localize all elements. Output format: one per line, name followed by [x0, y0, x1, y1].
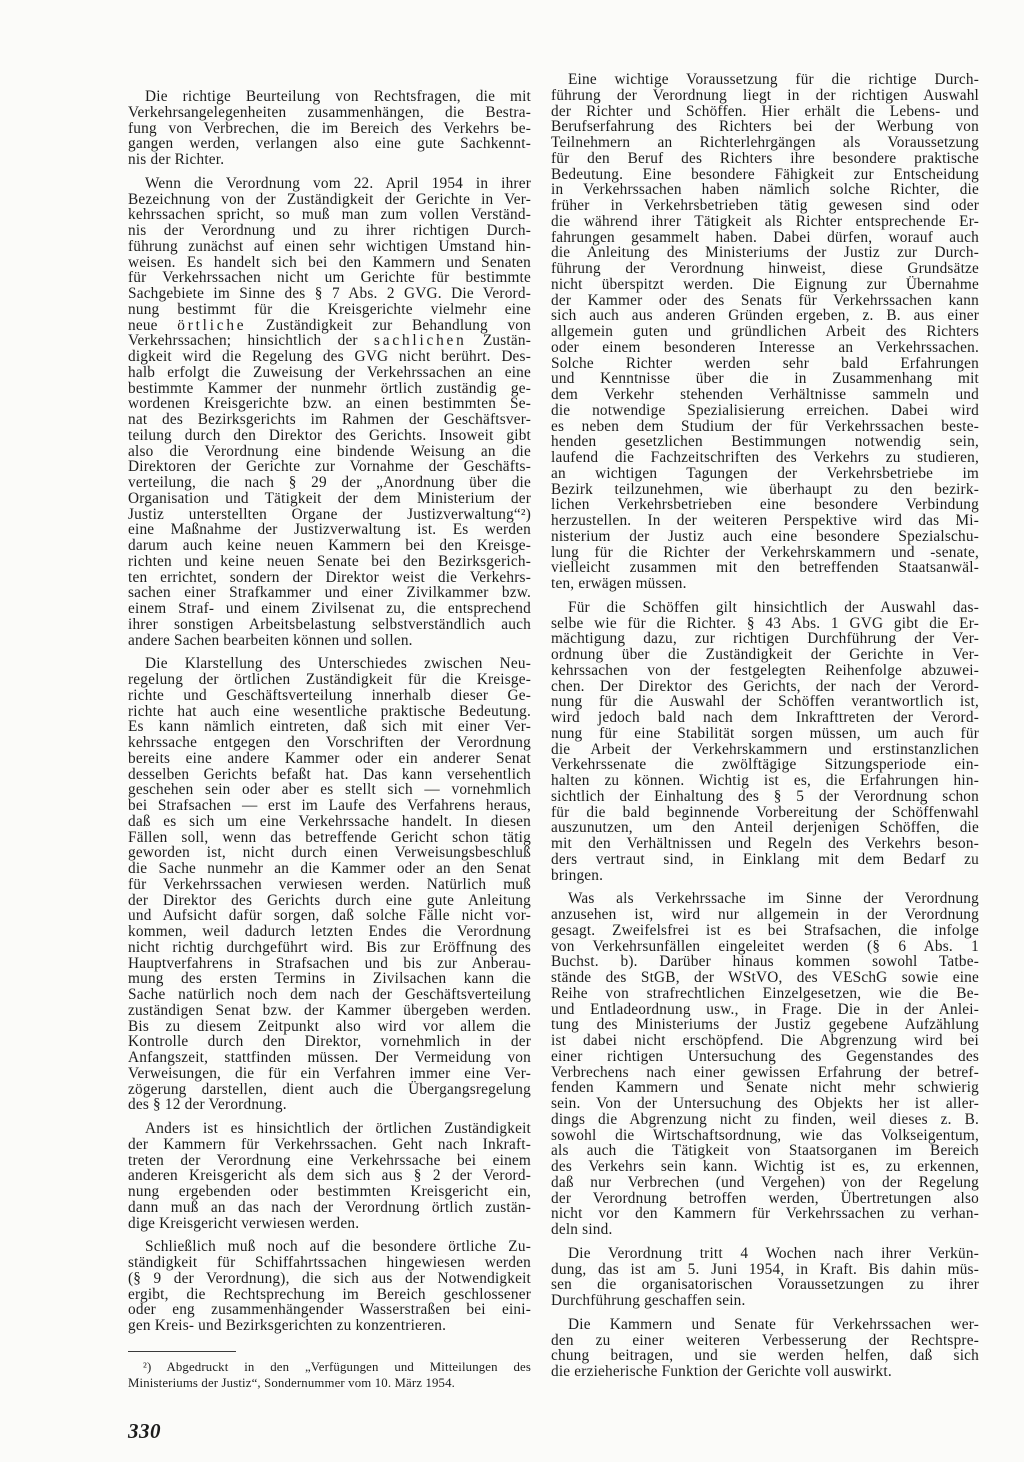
text-line: Organisation und Tätigkeit der dem Ministerium der	[128, 489, 531, 507]
text-line: fahrungen gesammelt haben. Dabei dürfen, worauf auch	[551, 228, 979, 246]
text-line: Sachgebiete im Sinne des § 7 Abs. 2 GVG. Die Verord-	[128, 285, 531, 302]
text-line: allgemein guten und gründlichen Arbeit des Richters	[551, 323, 979, 340]
text-line: der Kammer oder des Senats für Verkehrssachen kann	[551, 291, 979, 309]
text-line: herzustellen. In der weiteren Perspektive wird das Mi-	[551, 512, 979, 529]
text-line: Hauptverfahrens in Strafsachen und bis zur Anberau-	[128, 954, 531, 972]
text-line: vielleicht zusammen mit den betreffenden Staatsanwäl-	[551, 559, 979, 577]
text-line: nisterium der Justiz auch eine besondere Spezialschu-	[551, 527, 979, 545]
text-line: Es kann nämlich eintreten, daß sich mit einer Ver-	[128, 718, 531, 736]
text-line: für Verkehrssachen verwiesen werden. Natürlich muß	[128, 875, 531, 893]
text-line: Kontrolle durch den Direktor, vornehmlich in der	[128, 1033, 531, 1051]
text-line: oder eng zusammenhängender Wasserstraßen bei eini-	[128, 1301, 531, 1319]
text-line: deln sind.	[551, 1221, 613, 1238]
text-line: dem Verkehr stehenden Verhältnisse sammeln und	[551, 386, 979, 403]
text-line: anderen Kreisgericht als dem sich aus § 2 der Verord-	[128, 1167, 531, 1185]
text-line: Die richtige Beurteilung von Rechtsfragen, die mit	[145, 88, 531, 105]
text-line: Wenn die Verordnung vom 22. April 1954 in ihrer	[145, 174, 531, 192]
text-segment: Verkehrssachen; hinsichtlich der	[128, 332, 375, 350]
text-line: darum auch keine neuen Kammern bei den Kreisge-	[128, 537, 531, 554]
text-line: einer richtigen Untersuchung des Gegenstandes des	[551, 1047, 979, 1065]
text-line: halten zu können. Wichtig ist es, die Erfahrungen hin-	[551, 772, 979, 789]
text-line: Verweisungen, die für ein Verfahren immer eine Ver-	[128, 1064, 531, 1082]
text-line: anzusehen ist, wird nur allgemein in der Verordnung	[551, 906, 979, 923]
text-line: die Arbeit der Verkehrskammern und erstinstanzlichen	[551, 740, 979, 758]
text-line: sen die organisatorischen Voraussetzungen zu ihrer	[551, 1276, 979, 1294]
text-line: nicht überspitzt werden. Die Eignung zur Übernahme	[551, 275, 979, 293]
text-line: mächtigung dazu, zur richtigen Durchführung der Ver-	[551, 630, 979, 648]
text-line: dige Kreisgericht verwiesen werden.	[128, 1214, 360, 1232]
paragraph	[128, 89, 531, 168]
text-line: Verkehrsangelegenheiten zusammenhängen, die Bestra-	[128, 103, 531, 121]
text-line: richten und keine neuen Senate bei den Bezirksgerich-	[128, 552, 531, 570]
text-line: also die Verordnung eine bindende Weisung an die	[128, 442, 531, 460]
text-line: der Kammern für Verkehrssachen. Geht nach Inkraft-	[128, 1135, 531, 1153]
text-line: lung für die Richter der Verkehrskammern und -senate,	[551, 543, 979, 561]
text-line: ständigkeit für Schiffahrtssachen hingewiesen werden	[128, 1254, 531, 1271]
text-line: der Verordnung betroffen werden, Übertretungen also	[551, 1189, 979, 1207]
text-line: Schließlich muß noch auf die besondere örtliche Zu-	[145, 1238, 531, 1256]
paragraph	[128, 656, 531, 1113]
text-line: (§ 9 der Verordnung), die sich aus der Notwendigkeit	[128, 1269, 531, 1287]
text-line: selbe wie für die Richter. § 43 Abs. 1 GVG gibt die Er-	[551, 614, 979, 632]
text-line: henden gesetzlichen Bestimmungen notwendig sein,	[551, 433, 979, 451]
text-line: laufend die Fachzeitschriften des Verkehrs zu studieren,	[551, 449, 979, 466]
text-line: zuständigen Senat bzw. der Kammer übergeben werden.	[128, 1001, 531, 1019]
text-line: nung ergebenden oder bestimmten Kreisgericht ein,	[128, 1183, 531, 1200]
text-line: digkeit wird die Regelung des GVG nicht berührt. Des-	[128, 348, 531, 365]
text-line: führung der Verordnung hinweist, diese Grundsätze	[551, 260, 979, 277]
text-line: in Verkehrssachen haben nämlich solche Richter, die	[551, 181, 979, 199]
text-line: lichen Verkehrsbetrieben eine besondere Verbindung	[551, 496, 979, 514]
text-line: ihrer sonstigen Arbeitsbelastung selbstverständlich auch	[128, 615, 531, 633]
text-line: Bezirk teilzunehmen, wie überhaupt zu den bezirk-	[551, 480, 979, 498]
text-line: Bezeichnung von der Zuständigkeit der Gerichte in Ver-	[128, 190, 531, 208]
text-line: ergibt, die Rechtsprechung im Bereich geschlossener	[128, 1285, 531, 1303]
text-line: Solche Richter werden sehr bald Erfahrungen	[551, 354, 979, 372]
text-line: Die Kammern und Senate für Verkehrssachen wer-	[568, 1315, 979, 1333]
paragraph	[128, 1239, 531, 1334]
text-line: Was als Verkehrssache im Sinne der Verordnung	[568, 890, 979, 908]
text-line: tung des Ministeriums der Justiz gegebene Aufzählung	[551, 1016, 979, 1034]
text-line: ordnung über die Zuständigkeit der Gerichte in Ver-	[551, 646, 979, 663]
paragraph	[551, 1317, 979, 1380]
paragraph	[551, 600, 979, 884]
text-line: eine Maßnahme der Justizverwaltung ist. Es werden	[128, 521, 531, 539]
text-line: ist dabei nicht erschöpfend. Die Abgrenzung wird bei	[551, 1032, 979, 1049]
text-line: die während ihrer Tätigkeit als Richter entsprechende Er-	[551, 212, 979, 230]
text-line: sein. Von der Untersuchung des Objekts her ist aller-	[551, 1095, 979, 1112]
text-line: gen Kreis- und Bezirksgerichten zu konzentrieren.	[128, 1317, 447, 1334]
text-line: fung von Verbrechen, die im Bereich des Verkehrs be-	[128, 119, 531, 137]
text-line: den zu einer weiteren Verbesserung der Rechtspre-	[551, 1331, 979, 1349]
text-line: Direktoren der Gerichte zur Vornahme der Geschäfts-	[128, 458, 531, 476]
text-line: Fällen soll, wenn das betreffende Gericht schon tätig	[128, 828, 531, 846]
text-line: geschehen sein oder aber es stellt sich — vornehmlich	[128, 781, 531, 799]
footnote	[128, 1360, 531, 1391]
text-line: kehrssachen spricht, so muß man zum vollen Verständ-	[128, 206, 531, 224]
text-line: Justiz unterstellten Organe der Justizverwaltung“²)	[128, 505, 531, 523]
text-line: bei Strafsachen — erst im Laufe des Verfahrens heraus,	[128, 797, 531, 814]
text-line	[128, 333, 531, 349]
text-line: bestimmte Kammer der nunmehr örtlich zuständig ge-	[128, 379, 531, 397]
text-line: ders vertraut sind, in Einklang mit dem Bedarf zu	[551, 850, 979, 868]
text-line: dung, das ist am 5. Juni 1954, in Kraft. Bis dahin müs-	[551, 1260, 979, 1278]
text-line: Verkehrssenate die zwölftägige Sitzungsperiode ein-	[551, 756, 979, 774]
text-line: gangen werden, verlangen also eine gute Sachkennt-	[128, 135, 531, 153]
text-line: als auch die Tätigkeit von Staatsorganen im Bereich	[551, 1142, 979, 1160]
text-line: der Direktor des Gerichts durch eine gute Anleitung	[128, 891, 531, 909]
text-line: daß es sich um eine Verkehrssache handelt. In diesen	[128, 812, 531, 830]
text-line: sichtlich der Einhaltung des § 5 der Verordnung schon	[551, 787, 979, 805]
text-line: die Anleitung des Ministeriums der Justiz zur Durch-	[551, 244, 979, 262]
text-line: einem Straf- und einem Zivilsenat zu, die entsprechend	[128, 600, 531, 617]
text-line: Buchst. b). Darüber hinaus kommen sowohl Tatbe-	[551, 953, 979, 971]
text-line: ten, erwägen müssen.	[551, 575, 687, 592]
text-line: des Verkehrs sein kann. Wichtig ist es, zu erkennen,	[551, 1158, 979, 1175]
text-line: sachen einer Strafkammer und einer Zivilkammer bzw.	[128, 584, 531, 602]
text-line: Für die Schöffen gilt hinsichtlich der Auswahl das-	[568, 598, 979, 616]
text-line: weisen. Es handelt sich bei den Kammern und Senaten	[128, 253, 531, 271]
text-line: regelung der örtlichen Zuständigkeit für die Kreisge-	[128, 671, 531, 688]
text-line: gesagt. Zweifelsfrei ist es bei Strafsachen, die infolge	[551, 921, 979, 939]
text-line: wird jedoch bald nach dem Inkrafttreten der Verord-	[551, 709, 979, 726]
text-line: bereits eine andere Kammer oder ein anderer Senat	[128, 749, 531, 767]
text-line: nis der Verordnung und zu ihrer richtigen Durch-	[128, 222, 531, 239]
text-line: sowohl die Wirtschaftsordnung, wie das Volkseigentum,	[551, 1126, 979, 1144]
text-line: Berufserfahrung des Richters bei der Werbung von	[551, 118, 979, 136]
text-line: dings die Abgrenzung nicht zu finden, weil dieses z. B.	[551, 1110, 979, 1128]
text-line: fenden Kammern und Senate nicht mehr schwierig	[551, 1079, 979, 1097]
text-line: von Verkehrsunfällen eingeleitet werden (§ 6 Abs. 1	[551, 937, 979, 955]
text-line: für die bald beginnende Vorbereitung der Schöffenwahl	[551, 803, 979, 821]
text-line: treten der Verordnung eine Verkehrssache bei einem	[128, 1151, 531, 1169]
text-line: chung beitragen, und sie werden helfen, daß sich	[551, 1347, 979, 1365]
paragraph	[551, 891, 979, 1238]
footnote-line: ²) Abgedruckt in den „Verfügungen und Mitteilungen des	[143, 1360, 531, 1374]
text-line: mit den Verhältnissen und Regeln des Verkehrs beson-	[551, 835, 979, 852]
text-line: die notwendige Spezialisierung erreichen. Dabei wird	[551, 401, 979, 419]
text-line: Eine wichtige Voraussetzung für die richtige Durch-	[568, 71, 979, 88]
text-line: halb erfolgt die Zuweisung der Verkehrssachen an eine	[128, 363, 531, 381]
text-line: nung für die Auswahl der Schöffen verantwortlich ist,	[551, 693, 979, 711]
text-line: Die Klarstellung des Unterschiedes zwischen Neu-	[145, 655, 531, 673]
page-number: 330	[128, 1419, 161, 1443]
text-line: dann muß an das nach der Verordnung örtlich zustän-	[128, 1198, 531, 1216]
footnote-separator	[128, 1351, 236, 1352]
text-line: verteilung, die nach § 29 der „Anordnung über die	[128, 474, 531, 491]
text-line: sich auch aus anderen Gründen ergeben, z. B. aus einer	[551, 307, 979, 325]
text-line: Sache natürlich noch dem nach der Geschäftsverteilung	[128, 986, 531, 1003]
text-line: für den Beruf des Richters ihre besondere praktische	[551, 149, 979, 167]
text-line: richte und Geschäftsverteilung innerhalb dieser Ge-	[128, 686, 531, 704]
text-line: nung für eine Stabilität sorgen müssen, um auch für	[551, 724, 979, 742]
text-line: und Entladeordnung usw., in Frage. Die in der Anlei-	[551, 1000, 979, 1018]
text-line: auszunutzen, um den Anteil derjenigen Schöffen, die	[551, 819, 979, 837]
text-line: zögerung darstellen, dient auch die Übergangsregelung	[128, 1080, 531, 1098]
text-line: andere Sachen bearbeiten können und sollen.	[128, 631, 413, 649]
emphasized-word: örtliche	[177, 316, 247, 334]
paragraph	[551, 72, 979, 592]
text-line: die Sache nunmehr an die Kammer oder an den Senat	[128, 860, 531, 877]
text-line: mung des ersten Termins in Zivilsachen kann die	[128, 970, 531, 988]
text-line: stände des StGB, der WStVO, des VESchG sowie eine	[551, 969, 979, 986]
text-line: Teilnehmern an Richterlehrgängen als Voraussetzung	[551, 134, 979, 151]
paragraph	[128, 176, 531, 649]
text-segment: Zustän-	[466, 332, 531, 350]
text-line: nung bestimmt für die Kreisgerichte vielmehr eine	[128, 300, 531, 318]
emphasized-word: sachlichen	[374, 332, 467, 350]
text-line: Reihe von strafrechtlichen Einzelgesetzen, wie die Be-	[551, 984, 979, 1002]
text-line: kehrssachen von der festgelegten Reihenfolge abzuwei-	[551, 661, 979, 679]
text-line: und Aufsicht dafür sorgen, daß solche Fälle nicht vor-	[128, 907, 531, 925]
text-line: nicht vor den Kammern für Verkehrssachen zu verhan-	[551, 1205, 979, 1223]
text-line: oder einem besonderen Interesse an Verkehrssachen.	[551, 338, 979, 356]
text-line: führung zunächst auf einen sehr wichtigen Umstand hin-	[128, 237, 531, 255]
text-line: und Kenntnisse über die in Zusammenhang mit	[551, 370, 979, 388]
text-line: richte hat auch eine wesentliche praktische Bedeutung.	[128, 702, 531, 720]
text-line: nat des Bezirksgerichts im Rahmen der Geschäftsver-	[128, 411, 531, 428]
text-line: für Verkehrssachen nicht um Gerichte für bestimmte	[128, 269, 531, 287]
text-line: der Richter und Schöffen. Hier erhält die Lebens- und	[551, 102, 979, 120]
paragraph	[128, 1121, 531, 1231]
text-line: chen. Der Direktor des Gerichts, der nach der Verord-	[551, 677, 979, 695]
text-line: Die Verordnung tritt 4 Wochen nach ihrer Verkün-	[568, 1244, 979, 1262]
text-line: wordenen Kreisgerichte bzw. an einen bestimmten Se-	[128, 395, 531, 413]
text-line: Verbrechens nach einer gewissen Erfahrung der betref-	[551, 1063, 979, 1081]
text-line: kommen, weil dadurch letzten Endes die Verordnung	[128, 923, 531, 940]
text-line: teilung durch den Direktor des Gerichts. Insoweit gibt	[128, 426, 531, 444]
text-line: ten errichtet, sondern der Direktor weist die Verkehrs-	[128, 568, 531, 586]
text-line: daß nur Verbrechen (und Vergehen) von der Regelung	[551, 1173, 979, 1191]
paragraph	[551, 1246, 979, 1309]
text-line: des § 12 der Verordnung.	[128, 1096, 287, 1114]
text-line: die erzieherische Funktion der Gerichte voll auswirkt.	[551, 1363, 892, 1380]
left-column	[128, 89, 531, 1334]
text-line: Bis zu diesem Zeitpunkt also wird vor allem die	[128, 1017, 531, 1035]
text-line: kehrssache entgegen den Vorschriften der Verordnung	[128, 734, 531, 751]
text-line: desselben Gerichts befaßt hat. Das kann versehentlich	[128, 765, 531, 783]
text-line: geworden ist, nicht durch einen Verweisungsbeschluß	[128, 844, 531, 862]
text-line: Anfangszeit, stattfinden müssen. Der Vermeidung von	[128, 1049, 531, 1066]
text-line: bringen.	[551, 866, 604, 884]
text-line: an wichtigen Tagungen der Verkehrsbetriebe im	[551, 464, 979, 482]
right-column	[551, 72, 979, 1380]
text-line	[128, 318, 531, 334]
text-line: es neben dem Studium der für Verkehrssachen beste-	[551, 417, 979, 435]
text-line: Anders ist es hinsichtlich der örtlichen Zuständigkeit	[145, 1120, 531, 1137]
text-segment: neue	[128, 316, 178, 334]
footnote-line: Ministeriums der Justiz“, Sondernummer vom 10. März 1954.	[128, 1375, 456, 1390]
text-line: früher in Verkehrsbetrieben tätig gewesen sind oder	[551, 197, 979, 214]
text-segment: Zuständigkeit zur Behandlung von	[246, 316, 532, 334]
text-line: führung der Verordnung liegt in der richtigen Auswahl	[551, 86, 979, 104]
text-line: nicht richtig durchgeführt wird. Bis zur Eröffnung des	[128, 938, 531, 956]
text-line: Bedeutung. Eine besondere Fähigkeit zur Entscheidung	[551, 165, 979, 183]
text-line: nis der Richter.	[128, 151, 225, 168]
text-line: Durchführung geschaffen sein.	[551, 1292, 746, 1309]
